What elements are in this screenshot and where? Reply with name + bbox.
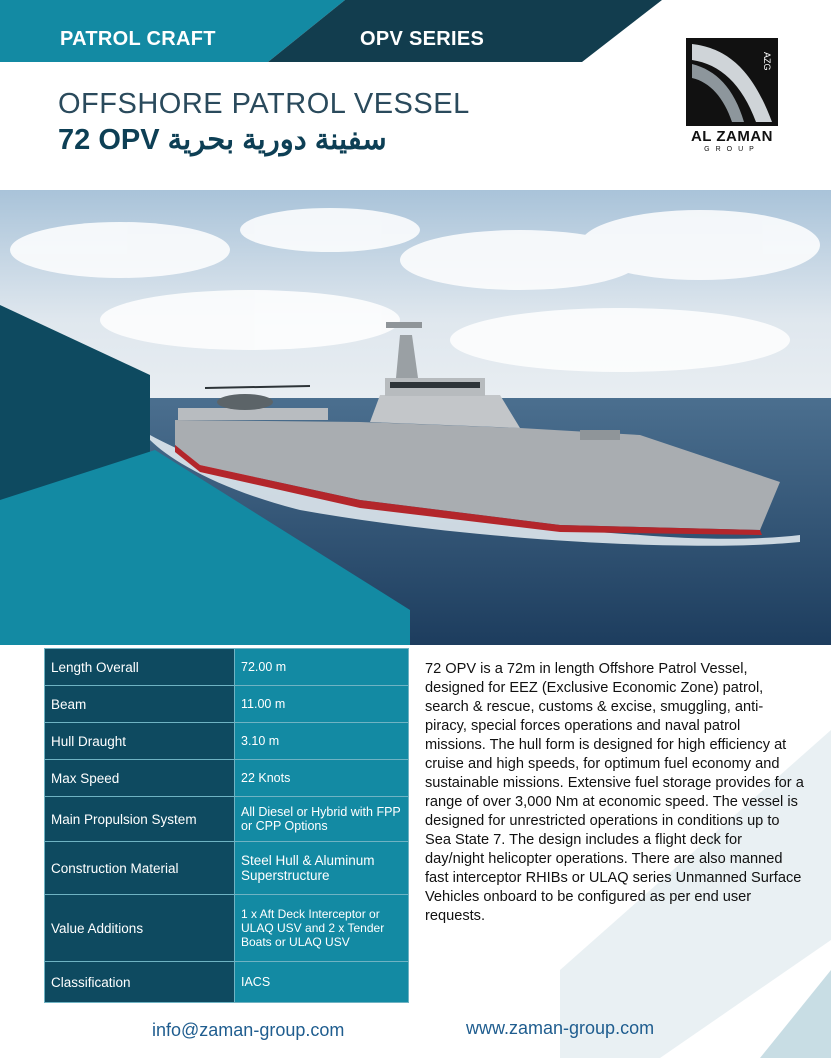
table-row [45,842,409,895]
spec-value: 1 x Aft Deck Interceptor or ULAQ USV and 2 x Tender Boats or ULAQ USV [235,895,409,962]
vessel-hero-image [0,190,831,645]
table-row [45,962,409,1003]
spec-value: IACS [235,962,409,1003]
banner-series-label: OPV SERIES [360,28,485,50]
specifications-table [44,648,409,1003]
logo-group-label: GROUP [704,146,760,153]
spec-label: Construction Material [45,842,235,895]
banner-category-label: PATROL CRAFT [60,28,216,50]
spec-value: 3.10 m [235,723,409,760]
vessel-description: 72 OPV is a 72m in length Offshore Patrol Vessel, designed for EEZ (Exclusive Economic Zone) patrol, search & rescue, customs & excise, smuggling, anti-piracy, special forces operations and naval patrol missions. The hull form is designed for high efficiency at cruise and high speeds, for optimum fuel economy and sustainable missions. Extensive fuel storage provides for a range of over 3,000 Nm at economic speed. The vessel is designed for unrestricted operations in conditions up to Sea State 7. The design includes a flight deck for day/night helicopter operations. There are also manned fast interceptor RHIBs or ULAQ series Unmanned Surface Vehicles onboard to be configured as per end user requests. [425,661,804,924]
spec-value: 72.00 m [235,649,409,686]
table-row [45,760,409,797]
table-row [45,895,409,962]
logo-emblem [686,38,778,126]
spec-label: Length Overall [45,649,235,686]
table-row [45,686,409,723]
spec-label: Classification [45,962,235,1003]
spec-value: 22 Knots [235,760,409,797]
page-title: OFFSHORE PATROL VESSEL [58,88,470,120]
company-logo [686,38,778,156]
spec-value: Steel Hull & Aluminum Superstructure [235,842,409,895]
spec-label: Max Speed [45,760,235,797]
logo-monogram: AZG [762,52,772,71]
ship-bow-icon [686,38,778,126]
contact-email-link[interactable]: info@zaman-group.com [152,1020,345,1040]
logo-company-name: AL ZAMAN [690,128,774,145]
spec-label: Main Propulsion System [45,797,235,842]
spec-label: Hull Draught [45,723,235,760]
spec-value: 11.00 m [235,686,409,723]
spec-value: All Diesel or Hybrid with FPP or CPP Options [235,797,409,842]
page-subtitle: 72 OPV سفينة دورية بحرية [58,124,387,156]
table-row [45,649,409,686]
table-row [45,797,409,842]
website-link[interactable]: www.zaman-group.com [466,1018,655,1038]
table-row [45,723,409,760]
spec-label: Value Additions [45,895,235,962]
spec-label: Beam [45,686,235,723]
